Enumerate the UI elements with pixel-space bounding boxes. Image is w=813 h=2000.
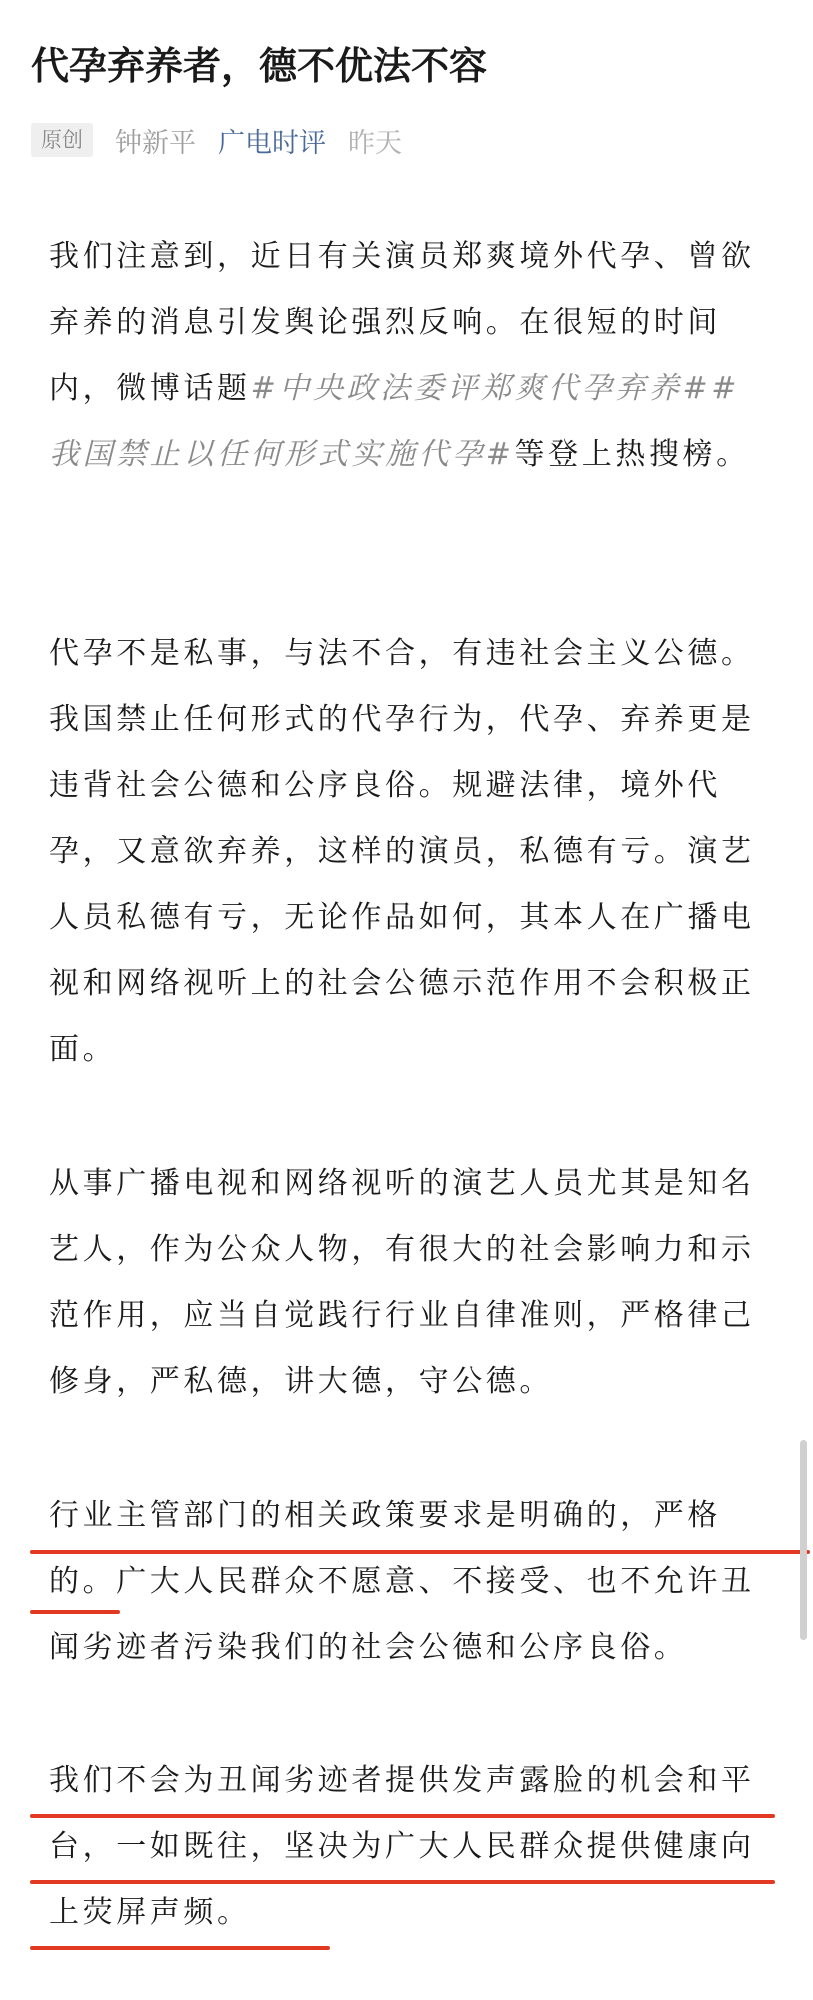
paragraph-2: 代孕不是私事，与法不合，有违社会主义公德。我国禁止任何形式的代孕行为，代孕、弃养更是违背社会公德和公序良俗。规避法律，境外代孕，又意欲弃养，这样的演员，私德有亏。演艺人员私德有亏，无论作品如何，其本人在广播电视和网络视听上的社会公德示范作用不会积极正面。 [49,636,755,1067]
highlight-underline [30,1946,330,1950]
article-title: 代孕弃养者，德不优法不容 [31,44,488,88]
highlight-underline [30,1814,775,1818]
highlight-underline [30,1550,810,1554]
author-name: 钟新平 [115,127,196,159]
scrollbar[interactable] [800,1440,807,1640]
paragraph-1 [49,224,765,488]
highlight-underline [30,1880,775,1884]
account-link[interactable]: 广电时评 [218,127,326,159]
paragraph-1-text-after: 等登上热搜榜。 [514,437,750,472]
topic-tag-1[interactable]: #中央政法委评郑爽代孕弃养# [250,371,712,406]
highlight-underline [30,1610,120,1614]
paragraph-4: 行业主管部门的相关政策要求是明确的，严格的。广大人民群众不愿意、不接受、也不允许丑闻劣迹者污染我们的社会公德和公序良俗。 [49,1498,755,1665]
paragraph-1-text-before: 我们注意到，近日有关演员郑爽境外代孕、曾欲弃养的消息引发舆论强烈反响。在很短的时间内，微博话题 [49,239,755,406]
publish-date: 昨天 [348,127,402,159]
paragraph-3: 从事广播电视和网络视听的演艺人员尤其是知名艺人，作为公众人物，有很大的社会影响力和示范作用，应当自觉践行行业自律准则，严格律己修身，严私德，讲大德，守公德。 [49,1166,755,1399]
article-meta [31,120,402,160]
paragraph-5: 我们不会为丑闻劣迹者提供发声露脸的机会和平台，一如既往，坚决为广大人民群众提供健康向上荧屏声频。 [49,1763,755,1930]
original-badge: 原创 [31,123,93,157]
topic-tag-2[interactable]: #我国禁止以任何形式实施代孕# [49,371,741,472]
